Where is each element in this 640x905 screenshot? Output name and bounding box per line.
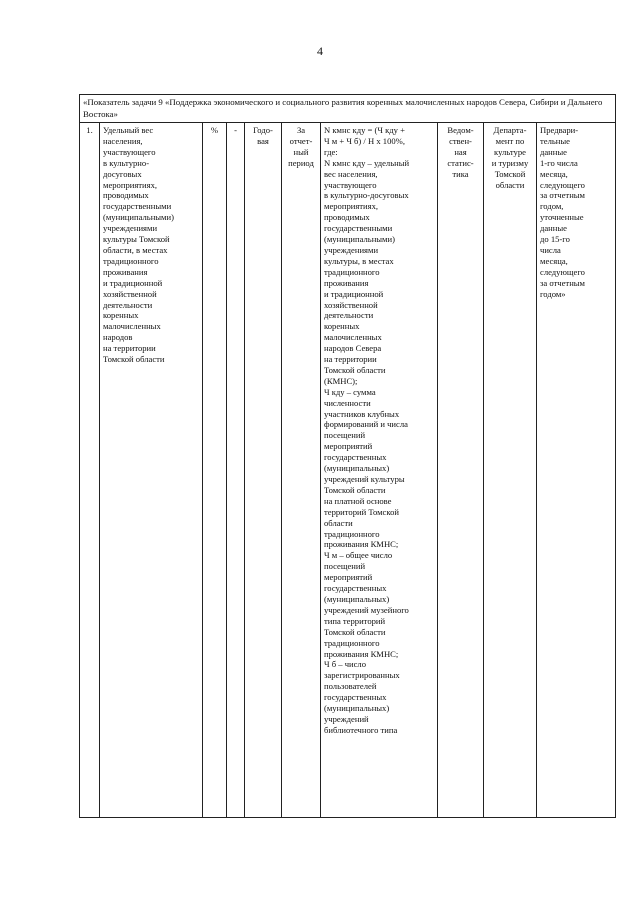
periodicity-cell: Годо- вая [245, 123, 282, 818]
row-number: 1. [80, 123, 100, 818]
deadline-cell: Предвари- тельные данные 1-го числа месяца, следующего за отчетным годом, уточненные данные до 15-го числа месяца, следующего за отчетным годом» [537, 123, 616, 818]
unit-cell: % [203, 123, 227, 818]
responsible-cell: Департа- мент по культуре и туризму Томской области [484, 123, 537, 818]
section-header-row [80, 95, 616, 123]
section-header: «Показатель задачи 9 «Поддержка экономического и социального развития коренных малочисленных народов Севера, Сибири и Дальнего Востока» [80, 95, 616, 123]
page-number: 4 [317, 44, 323, 58]
table-row [80, 123, 616, 818]
period-cell: За отчет- ный период [282, 123, 321, 818]
formula-cell: N кмнс кду = (Ч кду + Ч м + Ч б) / Н х 100%, где: N кмнс кду – удельный вес населения, участвующего в культурно-досуговых мероприятиях, проводимых государственными (муниципальными) учреждениями культуры, в местах традиционного проживания и традиционной хозяйственной деятельности коренных малочисленных народов Севера на территории Томской области (КМНС); Ч кду – сумма численности участников клубных формирований и числа посещений мероприятий государственных (муниципальных) учреждений культуры Томской области на платной основе территорий Томской области традиционного проживания КМНС; Ч м – общее число посещений мероприятий государственных (муниципальных) учреждений музейного типа территорий Томской области традиционного проживания КМНС; Ч б – число зарегистрированных пользователей государственных (муниципальных) учреждений библиотечного типа [321, 123, 438, 818]
dash-cell: - [227, 123, 245, 818]
indicator-name: Удельный вес населения, участвующего в культурно- досуговых мероприятиях, проводимых государственными (муниципальными) учреждениями культуры Томской области, в местах традиционного проживания и традиционной хозяйственной деятельности коренных малочисленных народов на территории Томской области [100, 123, 203, 818]
source-cell: Ведом- ствен- ная статис- тика [438, 123, 484, 818]
indicator-table [79, 94, 616, 818]
